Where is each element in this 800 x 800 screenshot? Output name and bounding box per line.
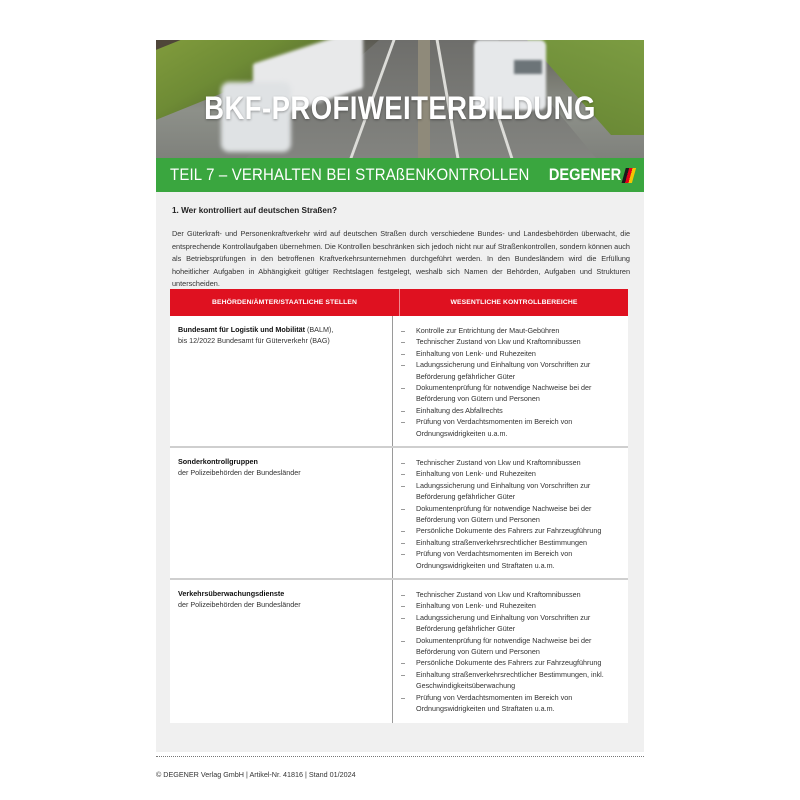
control-areas-list xyxy=(401,457,620,571)
list-item: – Einhaltung straßenverkehrsrechtlicher Bestimmungen, inkl. Geschwindigkeitsüberwachung xyxy=(401,669,620,692)
german-flag-icon xyxy=(622,168,637,183)
authority-cell xyxy=(170,448,393,578)
list-item: – Prüfung von Verdachtsmomenten im Bereich von Ordnungswidrigkeiten und Straftaten u.a.m. xyxy=(401,548,620,571)
section-heading: 1. Wer kontrolliert auf deutschen Straßen? xyxy=(172,206,337,215)
authority-name: Bundesamt für Logistik und Mobilität xyxy=(178,325,305,334)
table-row xyxy=(170,316,628,448)
list-item: – Einhaltung straßenverkehrsrechtlicher Bestimmungen xyxy=(401,537,620,548)
authority-name: Verkehrsüberwachungsdienste xyxy=(178,589,285,598)
document-page xyxy=(156,40,644,752)
list-item: – Dokumentenprüfung für notwendige Nachweise bei der Beförderung von Gütern und Personen xyxy=(401,635,620,658)
footer-divider xyxy=(156,756,644,757)
authority-description: der Polizeibehörden der Bundesländer xyxy=(178,467,301,477)
brand-name: DEGENER xyxy=(548,165,622,184)
authority-cell xyxy=(170,580,393,723)
list-item: – Prüfung von Verdachtsmomenten im Bereich von Ordnungswidrigkeiten und Straftaten u.a.m. xyxy=(401,692,620,715)
list-item: – Einhaltung von Lenk- und Ruhezeiten xyxy=(401,600,620,611)
list-item: – Technischer Zustand von Lkw und Kraftomnibussen xyxy=(401,336,620,347)
table-row xyxy=(170,448,628,580)
brand-logo xyxy=(549,165,634,185)
control-areas-cell xyxy=(393,580,628,723)
list-item: – Technischer Zustand von Lkw und Kraftomnibussen xyxy=(401,457,620,468)
list-item: – Kontrolle zur Entrichtung der Maut-Gebühren xyxy=(401,325,620,336)
list-item: – Persönliche Dokumente des Fahrers zur Fahrzeugführung xyxy=(401,657,620,668)
authority-description: bis 12/2022 Bundesamt für Güterverkehr (BAG) xyxy=(178,335,330,345)
control-areas-list xyxy=(401,325,620,439)
list-item: – Dokumentenprüfung für notwendige Nachweise bei der Beförderung von Gütern und Personen xyxy=(401,503,620,526)
footer-copyright: © DEGENER Verlag GmbH | Artikel-Nr. 41816 | Stand 01/2024 xyxy=(156,770,356,779)
table-header xyxy=(170,289,628,316)
list-item: – Dokumentenprüfung für notwendige Nachweise bei der Beförderung von Gütern und Personen xyxy=(401,382,620,405)
authority-name: Sonderkontrollgruppen xyxy=(178,457,258,466)
list-item: – Technischer Zustand von Lkw und Kraftomnibussen xyxy=(401,589,620,600)
list-item: – Einhaltung des Abfallrechts xyxy=(401,405,620,416)
authority-cell xyxy=(170,316,393,446)
subtitle-bar xyxy=(156,158,644,192)
authority-description: der Polizeibehörden der Bundesländer xyxy=(178,599,301,609)
subtitle: TEIL 7 – VERHALTEN BEI STRAßENKONTROLLEN xyxy=(170,165,530,184)
column-header-authorities: BEHÖRDEN/ÄMTER/STAATLICHE STELLEN xyxy=(170,289,400,316)
column-header-control-areas: WESENTLICHE KONTROLLBEREICHE xyxy=(450,299,578,306)
list-item: – Ladungssicherung und Einhaltung von Vorschriften zur Beförderung gefährlicher Güter xyxy=(401,359,620,382)
control-areas-list xyxy=(401,589,620,714)
list-item: – Einhaltung von Lenk- und Ruhezeiten xyxy=(401,348,620,359)
hero-image-highway xyxy=(156,40,644,158)
intro-paragraph: Der Güterkraft- und Personenkraftverkehr wird auf deutschen Straßen durch verschiedene Bundes- und Landesbehörden überwacht, die entsprechende Kontrollaufgaben übernehmen. Die Kontrollen beschränken sich jedoch nicht nur auf Straßenkontrollen, sondern können auch als Betriebsprüfungen in den betroffenen Kraftverkehrsunternehmen durchgeführt werden. In den Bundesländern wird die Erfüllung hoheitlicher Aufgaben in Abhängigkeit gültiger Rechtslagen festgelegt, weshalb sich Namen der Behörden, Aufgaben und Strukturen unterscheiden. xyxy=(172,229,630,289)
list-item: – Prüfung von Verdachtsmomenten im Bereich von Ordnungswidrigkeiten u.a.m. xyxy=(401,416,620,439)
authority-abbrev: (BALM), xyxy=(304,325,334,334)
list-item: – Ladungssicherung und Einhaltung von Vorschriften zur Beförderung gefährlicher Güter xyxy=(401,612,620,635)
list-item: – Persönliche Dokumente des Fahrers zur Fahrzeugführung xyxy=(401,525,620,536)
page-title: BKF-PROFIWEITERBILDUNG xyxy=(204,90,596,126)
list-item: – Einhaltung von Lenk- und Ruhezeiten xyxy=(401,468,620,479)
authorities-table xyxy=(170,289,628,723)
list-item: – Ladungssicherung und Einhaltung von Vorschriften zur Beförderung gefährlicher Güter xyxy=(401,480,620,503)
control-areas-cell xyxy=(393,448,628,578)
control-areas-cell xyxy=(393,316,628,446)
table-row xyxy=(170,580,628,723)
